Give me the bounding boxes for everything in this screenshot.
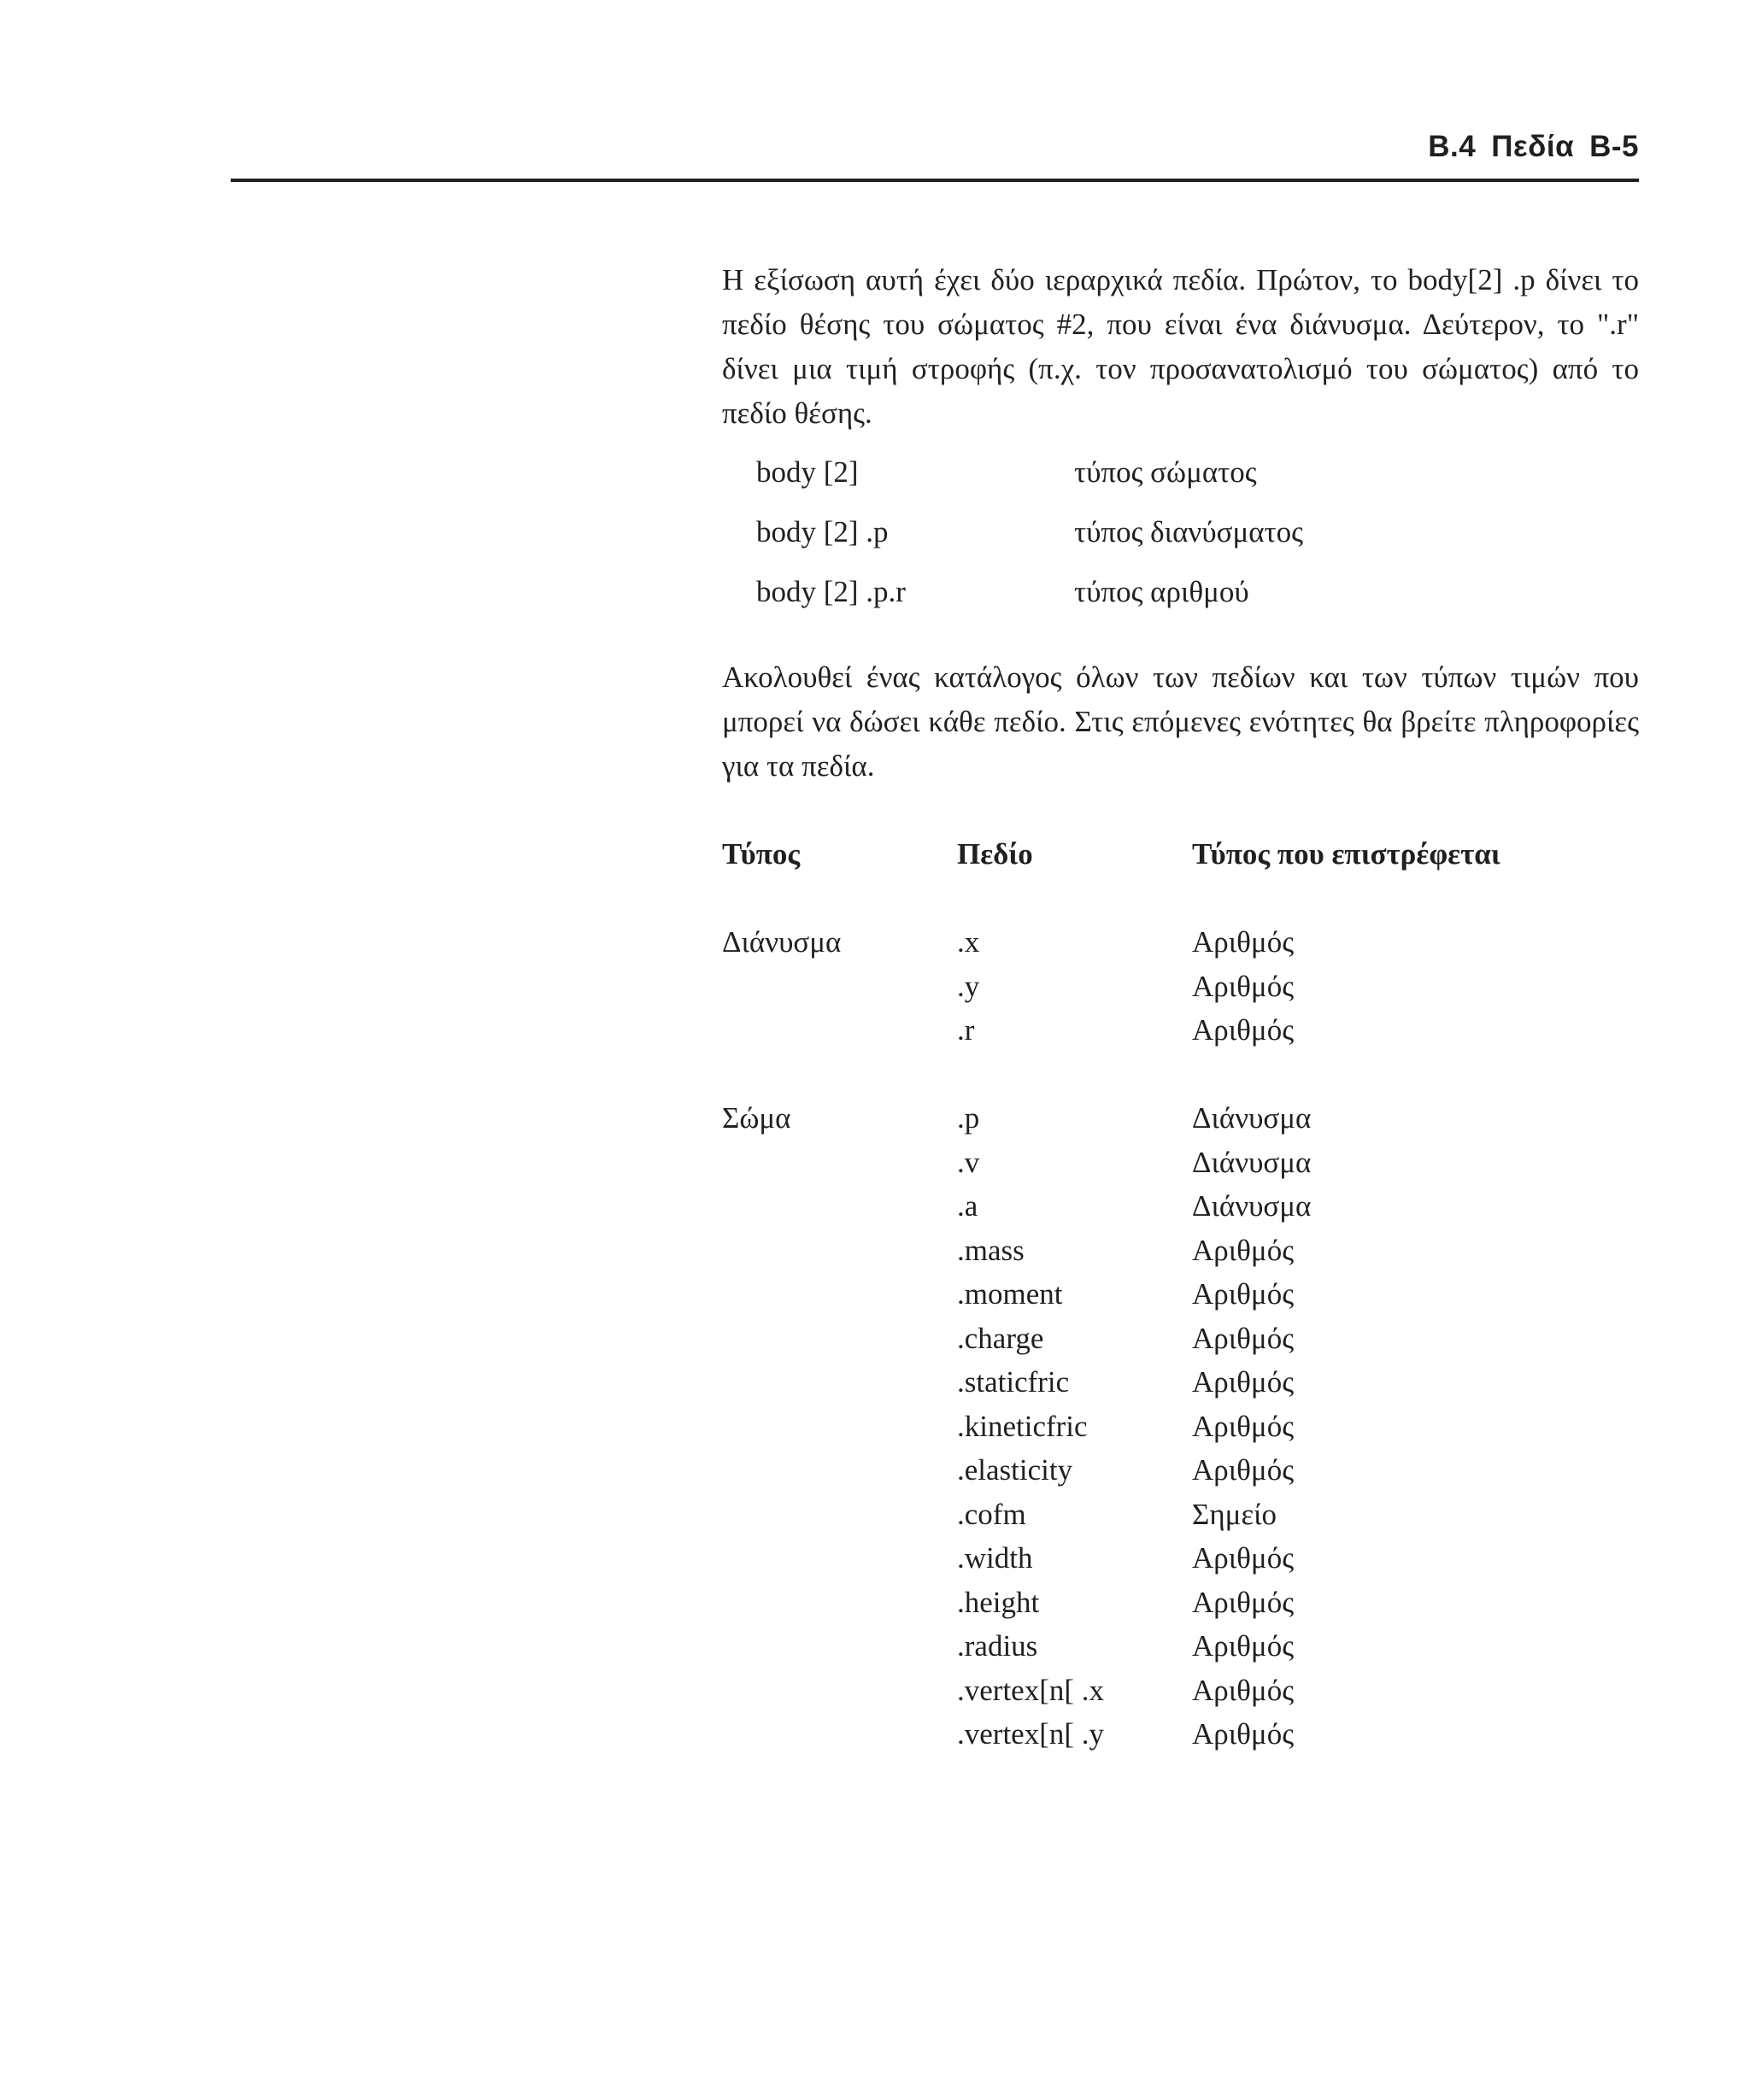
header-returns: Τύπος που επιστρέφεται bbox=[1192, 837, 1500, 871]
table-row bbox=[722, 1581, 1639, 1625]
return-type: Σημείο bbox=[1192, 1497, 1277, 1531]
group-spacer bbox=[722, 1053, 1639, 1097]
field-name: .a bbox=[957, 1189, 978, 1223]
fields-table bbox=[722, 832, 1639, 1757]
field-name: .charge bbox=[957, 1321, 1044, 1355]
group-type: Διάνυσμα bbox=[722, 925, 842, 959]
list-intro-paragraph: Ακολουθεί ένας κατάλογος όλων των πεδίων και των τύπων τιμών που μπορεί να δώσει κάθε πεδίο. Στις επόμενες ενότητες θα βρείτε πληροφορίες για τα πεδία. bbox=[722, 660, 1639, 783]
return-type: Αριθμός bbox=[1192, 1277, 1295, 1311]
definition-code: body [2] .p.r bbox=[756, 575, 906, 608]
field-name: .elasticity bbox=[957, 1453, 1073, 1487]
table-row bbox=[722, 1493, 1639, 1537]
field-name: .height bbox=[957, 1585, 1040, 1619]
header-field: Πεδίο bbox=[957, 837, 1033, 871]
intro-paragraph: Η εξίσωση αυτή έχει δύο ιεραρχικά πεδία. Πρώτον, το body[2] .p δίνει το πεδίο θέσης του σώματος #2, που είναι ένα διάνυσμα. Δεύτερον, το ".r" δίνει μια τιμή στροφής (π.χ. τον προσανατολισμό του σώματος) από το πεδίο θέσης. bbox=[722, 263, 1639, 430]
field-name: .vertex[n[ .y bbox=[957, 1717, 1105, 1751]
definition-row bbox=[722, 450, 1639, 510]
return-type: Αριθμός bbox=[1192, 1717, 1295, 1751]
return-type: Διάνυσμα bbox=[1192, 1101, 1312, 1135]
table-row bbox=[722, 1184, 1639, 1229]
field-name: .vertex[n[ .x bbox=[957, 1673, 1105, 1707]
return-type: Αριθμός bbox=[1192, 1365, 1295, 1399]
return-type: Αριθμός bbox=[1192, 1673, 1295, 1707]
page-number: B-5 bbox=[1589, 130, 1639, 163]
table-row bbox=[722, 1317, 1639, 1361]
table-row bbox=[722, 1712, 1639, 1757]
running-header bbox=[1428, 130, 1639, 164]
table-row bbox=[722, 1448, 1639, 1493]
group-type: Σώμα bbox=[722, 1101, 791, 1135]
field-name: .mass bbox=[957, 1233, 1025, 1267]
table-row bbox=[722, 1008, 1639, 1053]
return-type: Αριθμός bbox=[1192, 1321, 1295, 1355]
definition-code: body [2] .p bbox=[756, 515, 889, 548]
return-type: Αριθμός bbox=[1192, 1409, 1295, 1443]
field-name: .cofm bbox=[957, 1497, 1026, 1531]
definition-type: τύπος διανύσματος bbox=[1074, 515, 1303, 548]
table-row bbox=[722, 1669, 1639, 1713]
return-type: Αριθμός bbox=[1192, 1013, 1295, 1047]
definitions-list bbox=[722, 450, 1639, 630]
field-name: .r bbox=[957, 1013, 975, 1047]
return-type: Αριθμός bbox=[1192, 969, 1295, 1003]
table-row bbox=[722, 1536, 1639, 1581]
definition-type: τύπος σώματος bbox=[1074, 455, 1257, 489]
table-row bbox=[722, 920, 1639, 965]
table-header bbox=[722, 832, 1639, 920]
header-rule bbox=[231, 179, 1639, 182]
return-type: Αριθμός bbox=[1192, 1541, 1295, 1575]
table-row bbox=[722, 965, 1639, 1009]
return-type: Αριθμός bbox=[1192, 1585, 1295, 1619]
field-name: .y bbox=[957, 969, 980, 1003]
definition-row bbox=[722, 570, 1639, 630]
return-type: Διάνυσμα bbox=[1192, 1189, 1312, 1223]
field-name: .v bbox=[957, 1145, 980, 1179]
field-name: .kineticfric bbox=[957, 1409, 1088, 1443]
field-name: .x bbox=[957, 925, 980, 959]
section-number: B.4 bbox=[1428, 130, 1477, 163]
header-type: Τύπος bbox=[722, 837, 801, 871]
table-row bbox=[722, 1624, 1639, 1669]
table-row bbox=[722, 1096, 1639, 1141]
return-type: Διάνυσμα bbox=[1192, 1145, 1312, 1179]
return-type: Αριθμός bbox=[1192, 1453, 1295, 1487]
section-title: Πεδία bbox=[1491, 130, 1575, 163]
table-row bbox=[722, 1360, 1639, 1405]
table-row bbox=[722, 1272, 1639, 1317]
table-row bbox=[722, 1405, 1639, 1449]
table-row bbox=[722, 1229, 1639, 1273]
field-name: .radius bbox=[957, 1629, 1038, 1663]
table-row bbox=[722, 1141, 1639, 1185]
return-type: Αριθμός bbox=[1192, 1629, 1295, 1663]
definition-type: τύπος αριθμού bbox=[1074, 575, 1249, 608]
definition-row bbox=[722, 510, 1639, 570]
field-name: .staticfric bbox=[957, 1365, 1070, 1399]
field-name: .p bbox=[957, 1101, 980, 1135]
return-type: Αριθμός bbox=[1192, 925, 1295, 959]
definition-code: body [2] bbox=[756, 455, 859, 489]
return-type: Αριθμός bbox=[1192, 1233, 1295, 1267]
field-name: .width bbox=[957, 1541, 1033, 1575]
field-name: .moment bbox=[957, 1277, 1063, 1311]
